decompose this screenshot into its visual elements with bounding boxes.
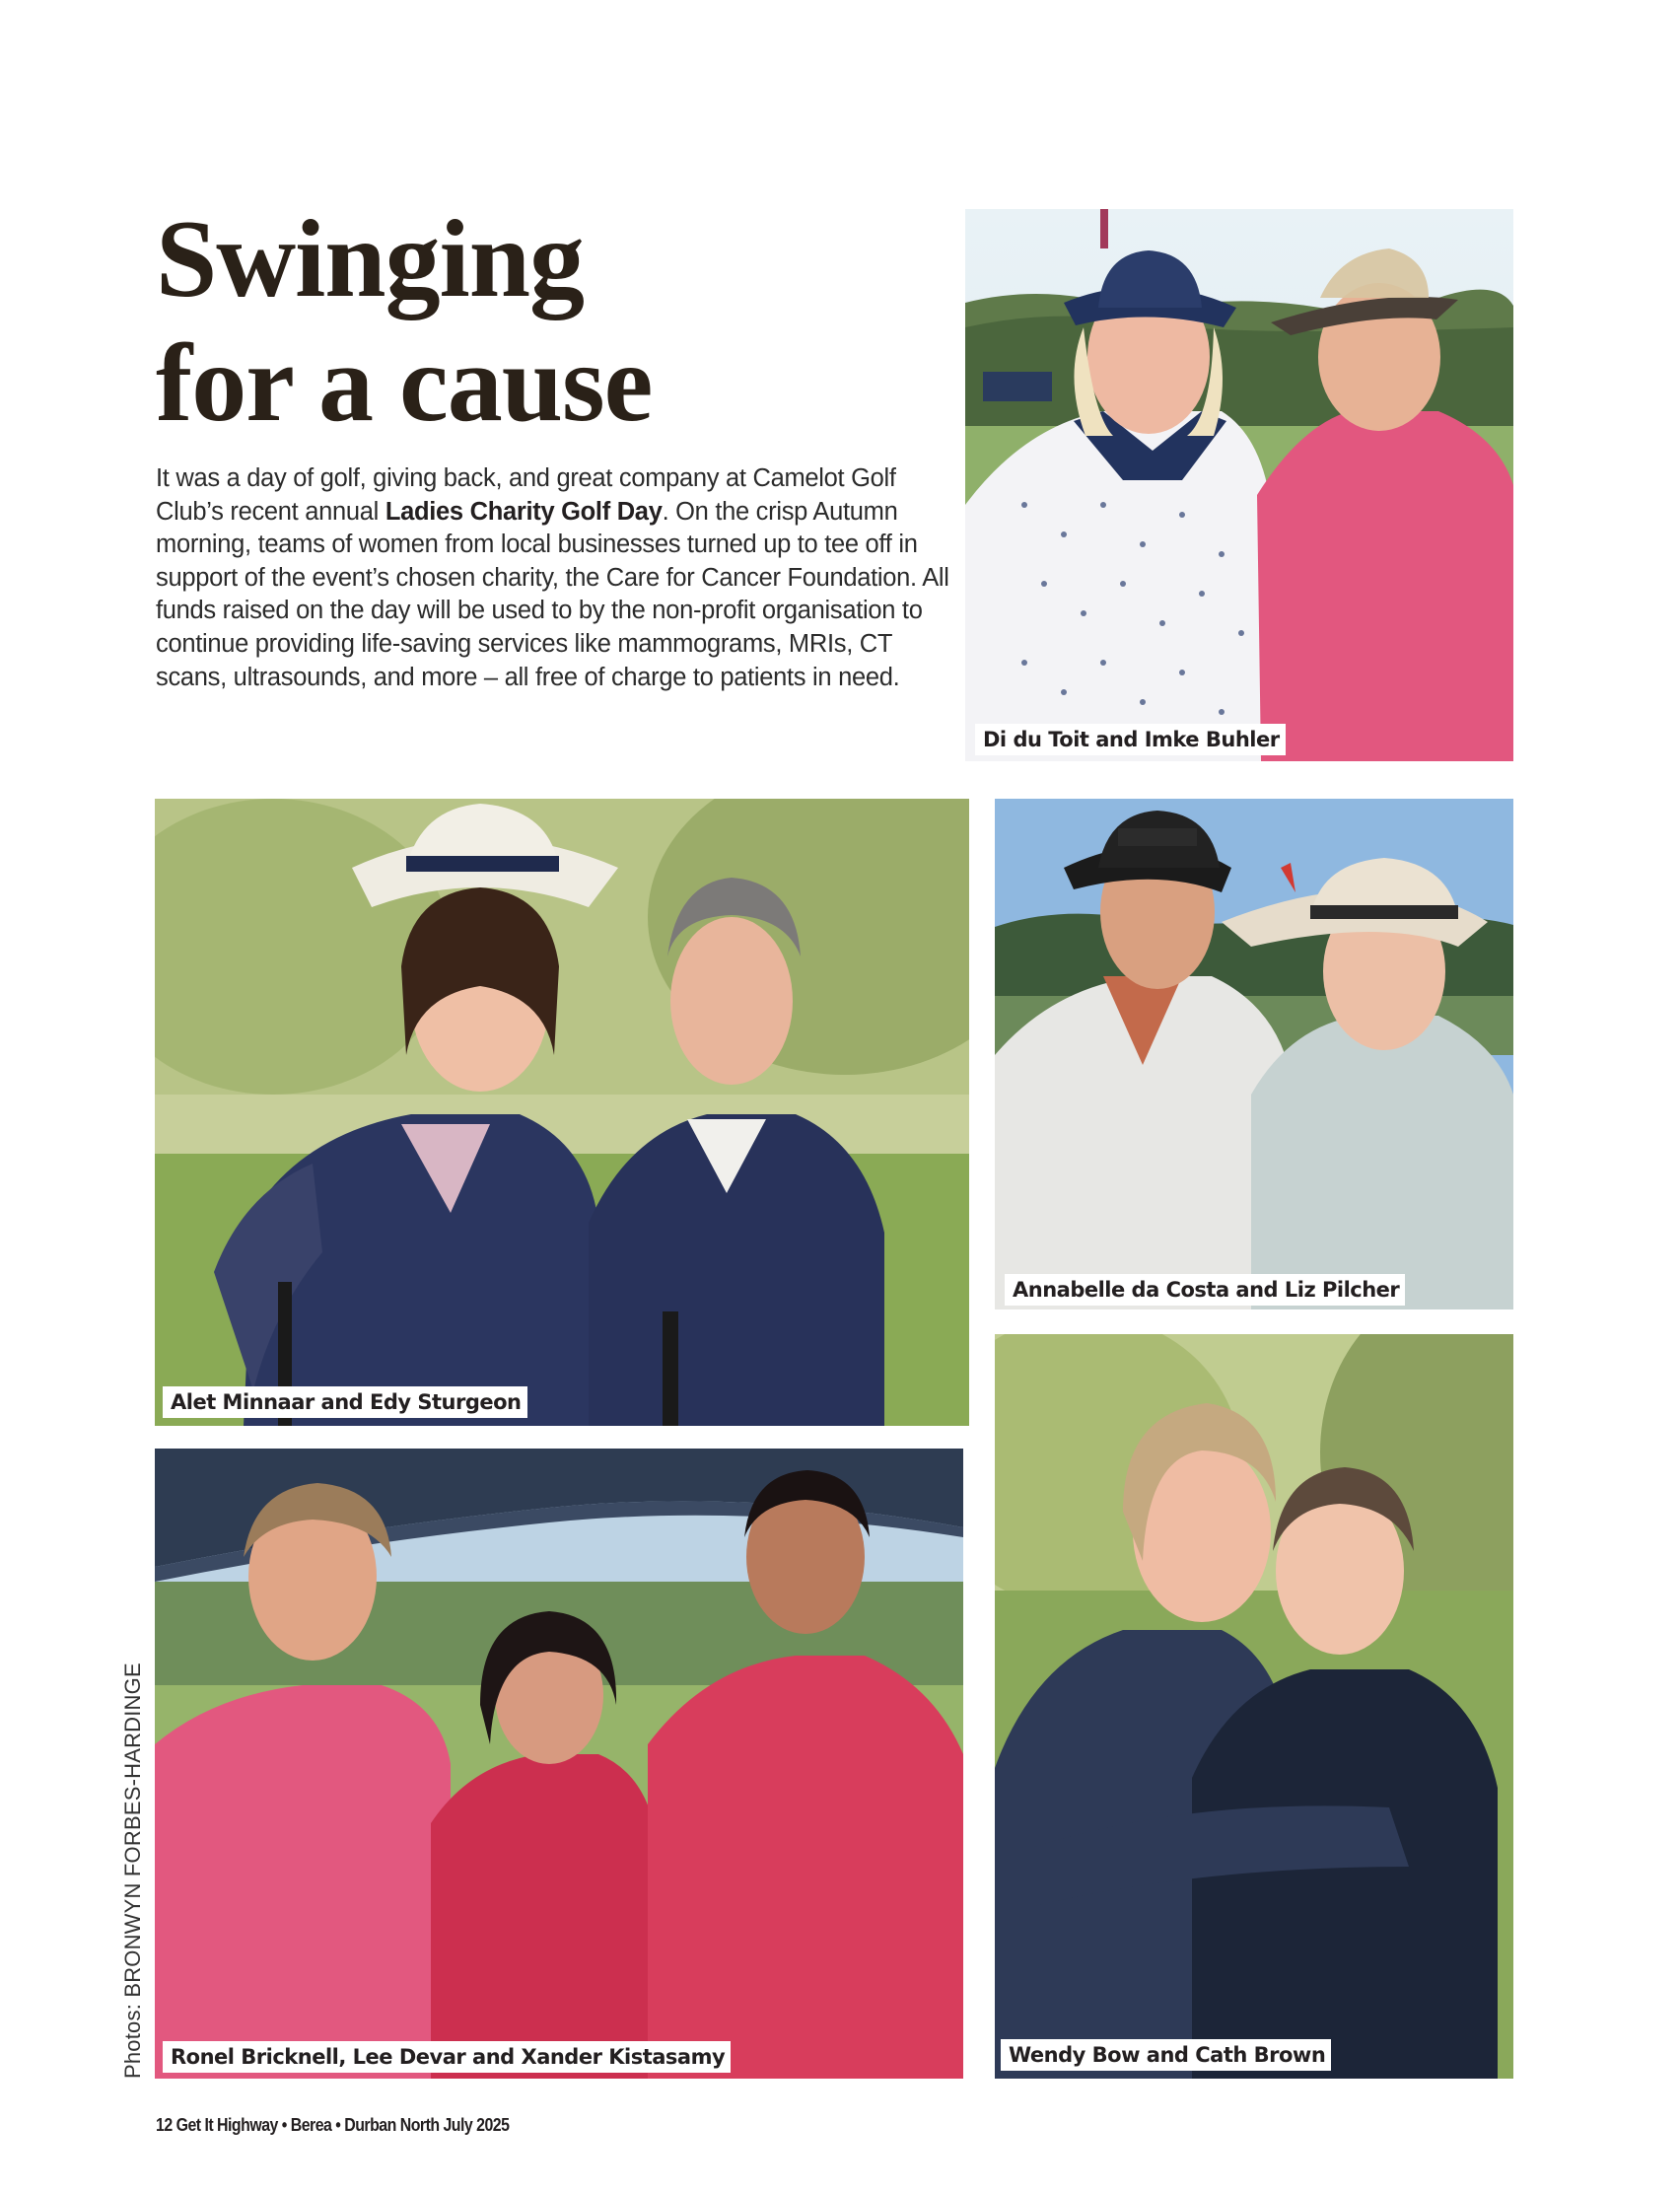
photo-caption: Wendy Bow and Cath Brown bbox=[1001, 2039, 1331, 2071]
photo-caption: Di du Toit and Imke Buhler bbox=[975, 724, 1286, 755]
photo-4-image bbox=[995, 1334, 1513, 2079]
headline-line-1: Swinging bbox=[156, 198, 584, 320]
headline-line-2: for a cause bbox=[156, 322, 653, 445]
publication-info: Get It Highway • Berea • Durban North July 2025 bbox=[175, 2114, 510, 2135]
photo-ronel-bricknell-lee-devar-xander-kistasamy bbox=[155, 1449, 963, 2079]
photo-di-du-toit-imke-buhler bbox=[965, 209, 1513, 761]
article-headline bbox=[156, 197, 866, 446]
photo-caption: Alet Minnaar and Edy Sturgeon bbox=[163, 1386, 527, 1418]
photo-2-image bbox=[155, 799, 969, 1426]
photo-wendy-bow-cath-brown bbox=[995, 1334, 1513, 2079]
intro-text-1: It was a day of golf, giving back, and great company at Camelot Golf Club’s recent annual bbox=[156, 464, 896, 526]
photo-3-image bbox=[995, 799, 1513, 1309]
intro-text-2: . On the crisp Autumn morning, teams of women from local businesses turned up to tee off in support of the event’s chosen charity, the Care for Cancer Foundation. All funds raised on the day will be used to by the non-profit organisation to continue providing life-saving services like mammograms, MRIs, CT scans, ultrasounds, and more – all free of charge to patients in need. bbox=[156, 497, 949, 691]
photo-caption: Annabelle da Costa and Liz Pilcher bbox=[1005, 1274, 1405, 1306]
page-number: 12 bbox=[156, 2114, 173, 2135]
event-name: Ladies Charity Golf Day bbox=[385, 497, 663, 526]
photo-1-image bbox=[965, 209, 1513, 761]
page-footer bbox=[156, 2114, 509, 2136]
photo-credit: Photos: BRONWYN FORBES-HARDINGE bbox=[120, 1662, 145, 2079]
photo-caption: Ronel Bricknell, Lee Devar and Xander Kistasamy bbox=[163, 2041, 731, 2073]
photo-annabelle-da-costa-liz-pilcher bbox=[995, 799, 1513, 1309]
photo-5-image bbox=[155, 1449, 963, 2079]
photo-alet-minnaar-edy-sturgeon bbox=[155, 799, 969, 1426]
article-intro bbox=[156, 462, 954, 694]
